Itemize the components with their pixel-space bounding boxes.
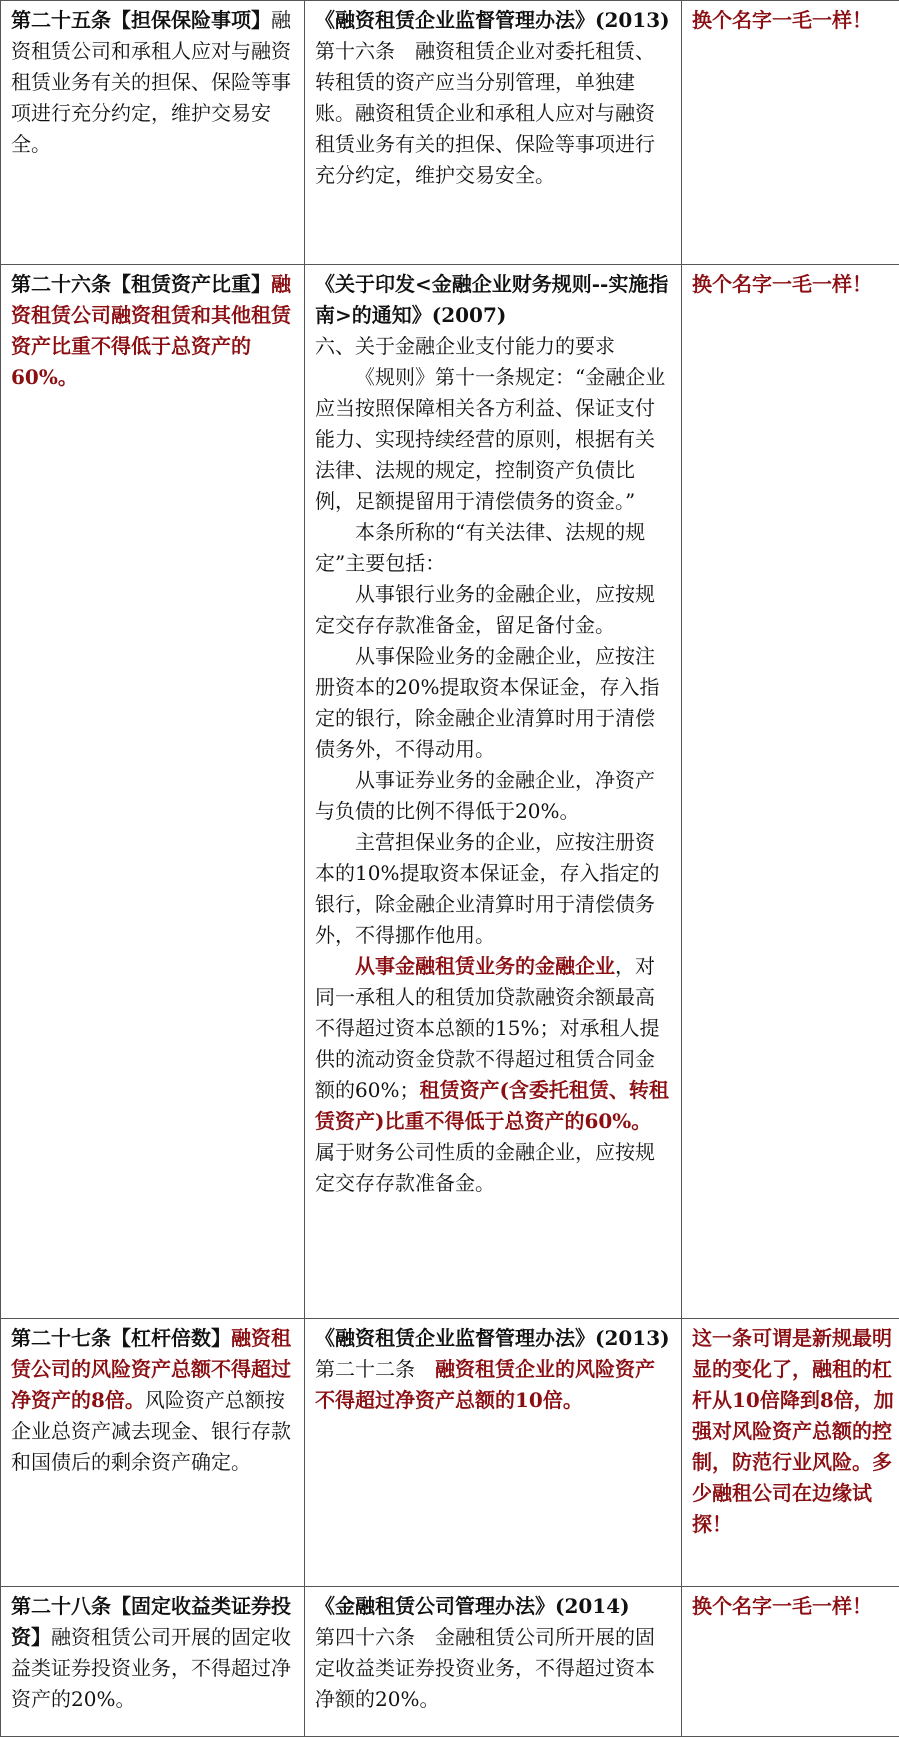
source-paragraph: 从事保险业务的金融企业，应按注册资本的20%提取资本保证金，存入指定的银行，除金融企业清算时用于清偿债务外，不得动用。 (315, 641, 671, 765)
source-title: 《融资租赁企业监督管理办法》(2013) (315, 5, 671, 36)
comment-cell (682, 1319, 899, 1587)
source-text: 第二十二条 (315, 1357, 435, 1381)
table-row (1, 1587, 899, 1737)
article-highlight: 融资租赁公司的风险资产总额不得超过净资产的8倍。 (11, 1326, 291, 1412)
table-row (1, 1319, 899, 1587)
new-rule-cell (1, 265, 305, 1319)
source-highlight: 租赁资产(含委托租赁、转租赁资产)比重不得低于总资产的60%。 (315, 1078, 669, 1133)
article-heading: 第二十六条【租赁资产比重】 (11, 272, 271, 296)
article-text: 融资租赁公司和承租人应对与融资租赁业务有关的担保、保险等事项进行充分约定，维护交易安全。 (11, 8, 291, 156)
source-paragraph: 六、关于金融企业支付能力的要求 (315, 331, 671, 362)
comment-cell (682, 265, 899, 1319)
source-title: 《融资租赁企业监督管理办法》(2013) (315, 1323, 671, 1354)
article-heading: 第二十五条【担保保险事项】 (11, 8, 271, 32)
source-highlight: 从事金融租赁业务的金融企业 (355, 954, 615, 978)
old-rule-cell (305, 1587, 682, 1737)
article-text: 融资租赁公司开展的固定收益类证券投资业务，不得超过净资产的20%。 (11, 1625, 291, 1711)
comment-text: 这一条可谓是新规最明显的变化了，融租的杠杆从10倍降到8倍，加强对风险资产总额的控制，防范行业风险。多少融租公司在边缘试探！ (692, 1326, 894, 1536)
source-text: ，对同一承租人的租赁加贷款融资余额最高不得超过资本总额的15%；对承租人提供的流动资金贷款不得超过租赁合同金额的60%； (315, 954, 659, 1102)
source-paragraph: 从事证券业务的金融企业，净资产与负债的比例不得低于20%。 (315, 765, 671, 827)
article-highlight: 融资租赁公司融资租赁和其他租赁资产比重不得低于总资产的60%。 (11, 272, 291, 389)
table-row (1, 265, 899, 1319)
article-heading: 第二十七条【杠杆倍数】 (11, 1326, 231, 1350)
source-paragraph: 本条所称的“有关法律、法规的规定”主要包括： (315, 517, 671, 579)
source-paragraph: 主营担保业务的企业，应按注册资本的10%提取资本保证金，存入指定的银行，除金融企业清算时用于清偿债务外，不得挪作他用。 (315, 827, 671, 951)
source-text: 第十六条 融资租赁企业对委托租赁、转租赁的资产应当分别管理，单独建账。融资租赁企业和承租人应对与融资租赁业务有关的担保、保险等事项进行充分约定，维护交易安全。 (315, 36, 671, 191)
old-rule-cell (305, 1, 682, 265)
source-paragraph (315, 1354, 671, 1416)
source-title: 《关于印发<金融企业财务规则--实施指南>的通知》(2007) (315, 269, 671, 331)
source-paragraph: 从事银行业务的金融企业，应按规定交存存款准备金，留足备付金。 (315, 579, 671, 641)
source-highlight: 融资租赁企业的风险资产不得超过净资产总额的10倍。 (315, 1357, 655, 1412)
new-rule-cell (1, 1, 305, 265)
comment-text: 换个名字一毛一样！ (692, 1594, 872, 1618)
table-row (1, 1, 899, 265)
comment-text: 换个名字一毛一样！ (692, 8, 872, 32)
comment-text: 换个名字一毛一样！ (692, 272, 872, 296)
source-text: 第四十六条 金融租赁公司所开展的固定收益类证券投资业务，不得超过资本净额的20%。 (315, 1622, 671, 1715)
new-rule-cell (1, 1587, 305, 1737)
article-text: 风险资产总额按企业总资产减去现金、银行存款和国债后的剩余资产确定。 (11, 1388, 291, 1474)
source-paragraph: 《规则》第十一条规定：“金融企业应当按照保障相关各方利益、保证支付能力、实现持续经营的原则，根据有关法律、法规的规定，控制资产负债比例，足额提留用于清偿债务的资金。” (315, 362, 671, 517)
source-title: 《金融租赁公司管理办法》(2014) (315, 1591, 671, 1622)
article-heading: 第二十八条【固定收益类证券投资】 (11, 1594, 291, 1649)
comment-cell (682, 1, 899, 265)
new-rule-cell (1, 1319, 305, 1587)
old-rule-cell (305, 1319, 682, 1587)
old-rule-cell (305, 265, 682, 1319)
source-text: 属于财务公司性质的金融企业，应按规定交存存款准备金。 (315, 1140, 655, 1195)
source-paragraph (315, 951, 671, 1199)
comment-cell (682, 1587, 899, 1737)
